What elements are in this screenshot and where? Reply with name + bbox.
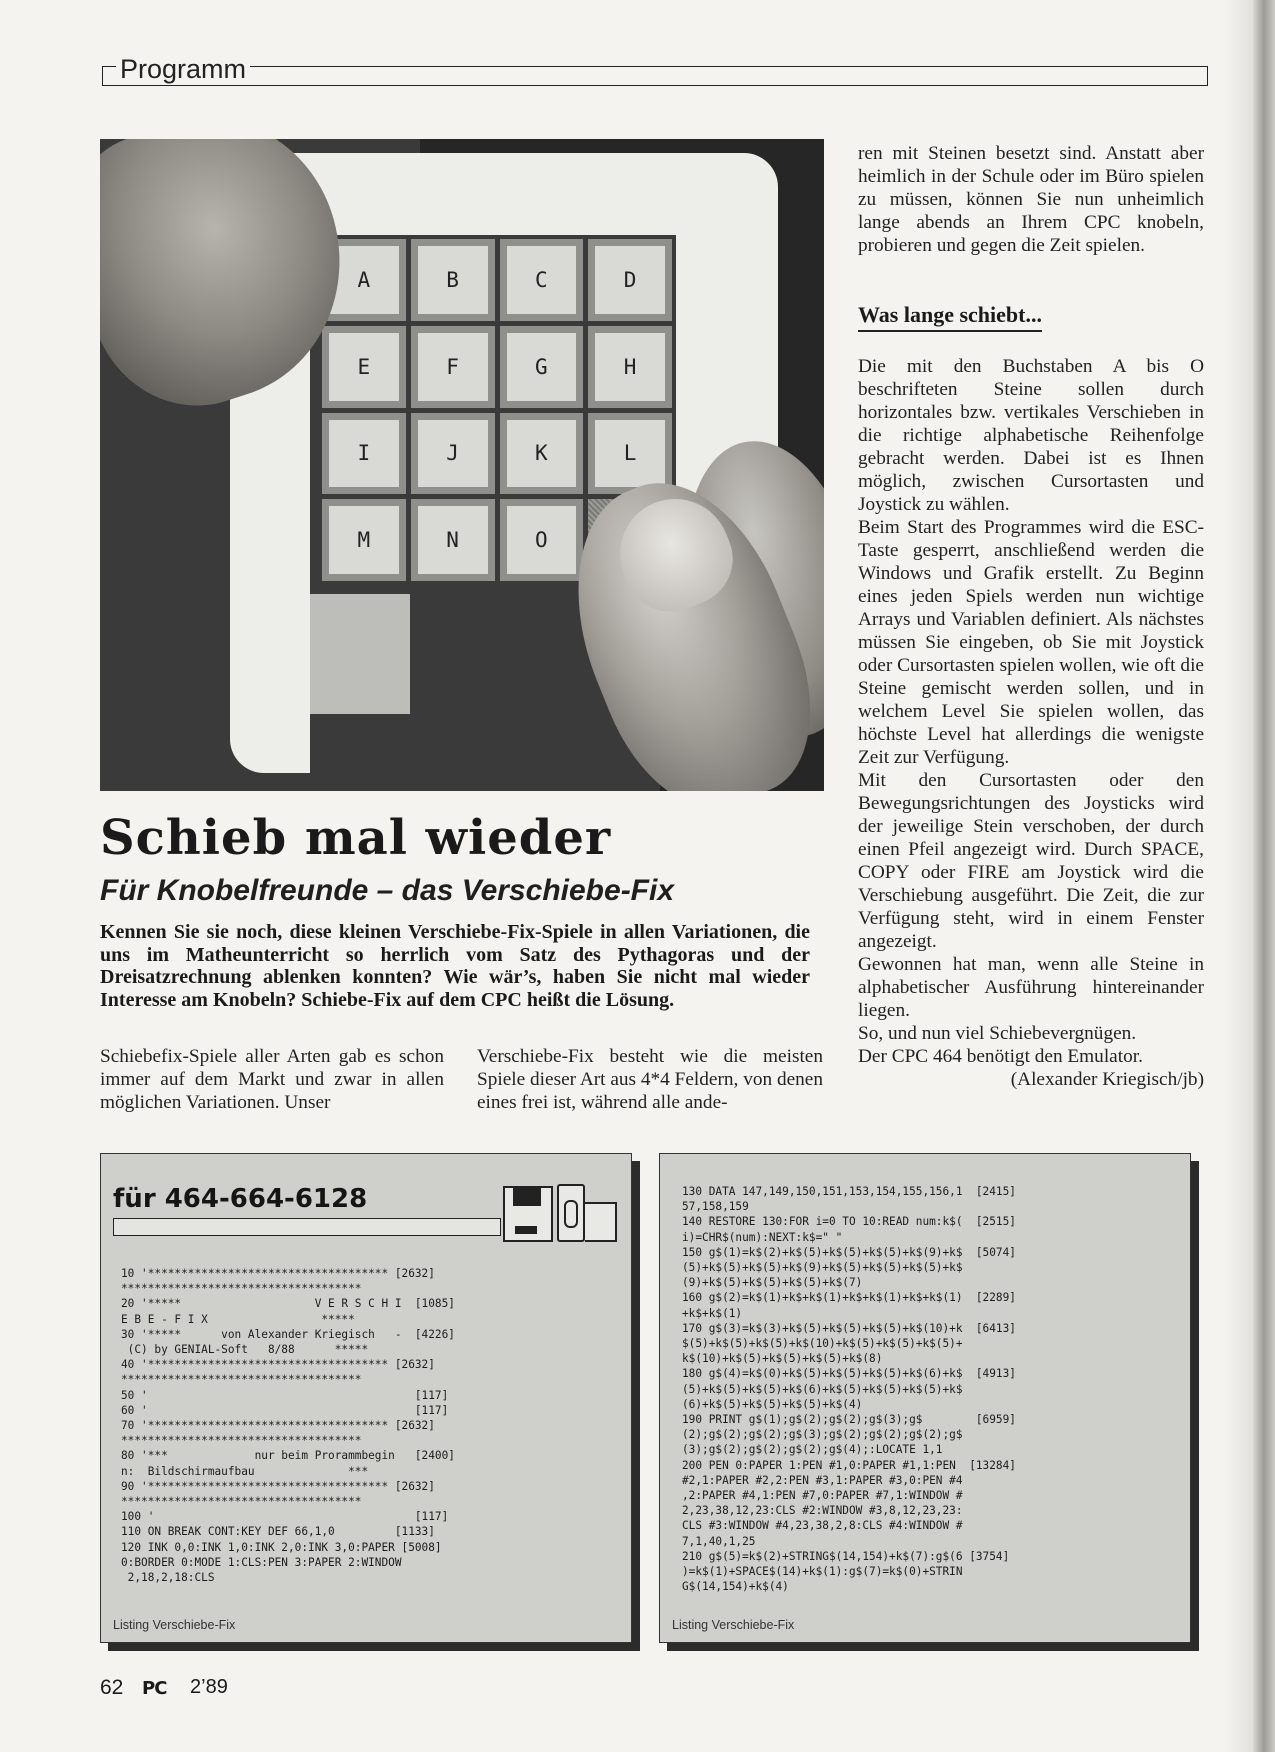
column-3-intro: ren mit Steinen besetzt sind. Anstatt aber heimlich in der Schule oder im Büro spielen zu müssen, können Sie nun unheimlich lange abends an Ihrem CPC knobeln, probieren und gegen die Zeit spielen. [858, 143, 1204, 256]
listing-box-2 [659, 1153, 1191, 1643]
page-gutter-shadow [1225, 0, 1253, 1752]
article-title: Schieb mal wieder [100, 810, 612, 866]
paragraph-win: Gewonnen hat man, wenn alle Steine in alphabetischer Ausführung hintereinander liegen. [858, 954, 1204, 1021]
author-credit: (Alexander Kriegisch/jb) [1010, 1069, 1204, 1090]
paragraph-start: Beim Start des Programmes wird die ESC-Taste gesperrt, anschließend werden die Windows und Grafik erstellt. Zu Beginn eines jeden Spiels werden nun wichtige Arrays und Variablen definiert. Als nächstes müssen Sie eingeben, ob Sie mit Joystick oder Cursortasten spielen wollen, wie oft die Steine gemischt werden sollen, und in welchem Level Sie spielen wollen, das höchste Level hat allerdings die wenigste Zeit zur Verfügung. [858, 517, 1204, 768]
puzzle-tile [322, 499, 406, 581]
puzzle-tile [322, 413, 406, 495]
article-subtitle: Für Knobelfreunde – das Verschiebe-Fix [100, 874, 675, 907]
paragraph-closing: So, und nun viel Schiebevergnügen. [858, 1023, 1137, 1044]
puzzle-tile [588, 326, 672, 408]
paragraph-emulator: Der CPC 464 benötigt den Emulator. [858, 1046, 1143, 1067]
body-column-3 [858, 142, 1204, 257]
puzzle-tile-letter: J [418, 420, 488, 488]
puzzle-tile-letter: O [507, 506, 577, 574]
paragraph-rules: Die mit den Buchstaben A bis O beschrifteten Steine sollen durch horizontales bzw. vertikales Verschieben in die richtige alphabetische Reihenfolge gebracht werden. Dabei ist es Ihnen möglich, zwischen Cursortasten und Joystick zu wählen. [858, 356, 1204, 515]
puzzle-tile [411, 413, 495, 495]
puzzle-tile [500, 499, 584, 581]
page-binding-edge [1253, 0, 1275, 1752]
issue-number: 2’89 [190, 1676, 228, 1698]
page-number: 62 [100, 1676, 124, 1699]
puzzle-tile-letter: E [329, 333, 399, 401]
puzzle-tile-letter: B [418, 246, 488, 314]
listing-code-2: 130 DATA 147,149,150,151,153,154,155,156,1 [2415] 57,158,159 140 RESTORE 130:FOR i=0 TO 10:READ num:k$( [2515] i)=CHR$(num):NEXT:k$=" " 150 g$(1)=k$(2)+k$(5)+k$(5)+k$(5)+k$(9)+k$ [5074] (5)+k$(5)+k$(5)+k$(9)+k$(5)+k$(5)+k$(5)+k$ (9)+k$(5)+k$(5)+k$(5)+k$(7) 160 g$(2)=k$(1)+k$+k$(1)+k$+k$(1)+k$+k$(1) [2289] +k$+k$(1) 170 g$(3)=k$(3)+k$(5)+k$(5)+k$(5)+k$(10)+k [6413] $(5)+k$(5)+k$(5)+k$(10)+k$(5)+k$(5)+k$(5)+ k$(10)+k$(5)+k$(5)+k$(5)+k$(8) 180 g$(4)=k$(0)+k$(5)+k$(5)+k$(5)+k$(6)+k$ [4913] (5)+k$(5)+k$(5)+k$(6)+k$(5)+k$(5)+k$(5)+k$ (6)+k$(5)+k$(5)+k$(5)+k$(4) 190 PRINT g$(1);g$(2);g$(2);g$(3);g$ [6959] (2);g$(2);g$(2);g$(3);g$(2);g$(2);g$(2);g$ (3);g$(2);g$(2);g$(2);g$(4);:LOCATE 1,1 200 PEN 0:PAPER 1:PEN #1,0:PAPER #1,1:PEN [13284] #2,1:PAPER #2,2:PEN #3,1:PAPER #3,0:PEN #4 ,2:PAPER #4,1:PEN #7,0:PAPER #7,1:WINDOW # 2,23,38,12,23:CLS #2:WINDOW #3,8,12,23,23: CLS #3:WINDOW #4,23,38,2,8:CLS #4:WINDOW # 7,1,40,1,25 210 g$(5)=k$(2)+STRING$(14,154)+k$(7):g$(6 [3754] )=k$(1)+SPACE$(14)+k$(1):g$(7)=k$(0)+STRIN G$(14,154)+k$(4) [682, 1185, 1016, 1594]
puzzle-tile [500, 413, 584, 495]
listing-caption-1: Listing Verschiebe-Fix [113, 1618, 236, 1632]
puzzle-tile-letter: N [418, 506, 488, 574]
puzzle-tray [310, 594, 410, 714]
puzzle-tile-letter: C [507, 246, 577, 314]
puzzle-tile-letter: L [595, 420, 665, 488]
puzzle-tile-letter: M [329, 506, 399, 574]
floppy-disk-icon [503, 1186, 553, 1242]
cassette-case-icon [585, 1202, 617, 1242]
puzzle-tile-letter: F [418, 333, 488, 401]
listing-box-1 [100, 1153, 632, 1643]
compatibility-label: für 464-664-6128 [113, 1184, 368, 1214]
puzzle-tile-letter: D [595, 246, 665, 314]
section-header [102, 52, 1208, 86]
puzzle-tile-letter: K [507, 420, 577, 488]
puzzle-tile-letter: A [329, 246, 399, 314]
puzzle-tile [500, 239, 584, 321]
section-subtitle: Was lange schiebt... [858, 302, 1042, 332]
magazine-logo: PC [142, 1678, 167, 1699]
compatibility-plate [113, 1184, 617, 1214]
puzzle-tile-letter: I [329, 420, 399, 488]
puzzle-tile [411, 499, 495, 581]
puzzle-tile [322, 326, 406, 408]
puzzle-tile-letter: G [507, 333, 577, 401]
puzzle-tile [411, 326, 495, 408]
section-label: Programm [116, 54, 250, 85]
body-column-2: Verschiebe-Fix besteht wie die meisten Spiele dieser Art aus 4*4 Feldern, von denen eines frei ist, während alle ande- [477, 1046, 823, 1113]
listing-caption-2: Listing Verschiebe-Fix [672, 1618, 795, 1632]
body-column-3-continued [858, 355, 1204, 1091]
body-column-1: Schiebefix-Spiele aller Arten gab es schon immer auf dem Markt und zwar in allen möglichen Variationen. Unser [100, 1046, 444, 1113]
listing-code-1: 10 '************************************ [2632] ************************************ 20 '***** V E R S C H I [1085] E B E - F I X ***** 30 '***** von Alexander Kriegisch - [4226] (C) by GENIAL-Soft 8/88 ***** 40 '************************************ [2632] ************************************ 50 ' [117] 60 ' [117] 70 '************************************ [2632] ************************************ 80 '*** nur beim Prorammbegin [2400] n: Bildschirmaufbau *** 90 '************************************ [2632] ************************************ 100 ' [117] 110 ON BREAK CONT:KEY DEF 66,1,0 [1133] 120 INK 0,0:INK 1,0:INK 2,0:INK 3,0:PAPER [5008] 0:BORDER 0:MODE 1:CLS:PEN 3:PAPER 2:WINDOW 2,18,2,18:CLS [121, 1267, 455, 1585]
puzzle-tile [588, 239, 672, 321]
article-photo [100, 139, 824, 791]
paragraph-controls: Mit den Cursortasten oder den Bewegungsrichtungen des Joysticks wird der jeweilige Stein verschoben, der durch einen Pfeil angezeigt wird. Durch SPACE, COPY oder FIRE am Joystick wird die Verschiebung ausgeführt. Die Zeit, die zur Verfügung steht, wird in einem Fenster angezeigt. [858, 770, 1204, 952]
cassette-icon [557, 1184, 585, 1242]
article-lead: Kennen Sie sie noch, diese kleinen Verschiebe-Fix-Spiele in allen Variationen, die uns im Matheunterricht so herrlich vom Satz des Pythagoras und der Dreisatzrechnung ablenken konnten? Wie wär’s, haben Sie nicht mal wieder Interesse am Knobeln? Schiebe-Fix auf dem CPC heißt die Lösung. [100, 921, 810, 1011]
section-header-rule [102, 66, 1208, 86]
puzzle-tile [500, 326, 584, 408]
puzzle-tile [411, 239, 495, 321]
plate-bar [113, 1218, 501, 1236]
puzzle-tile-letter: H [595, 333, 665, 401]
